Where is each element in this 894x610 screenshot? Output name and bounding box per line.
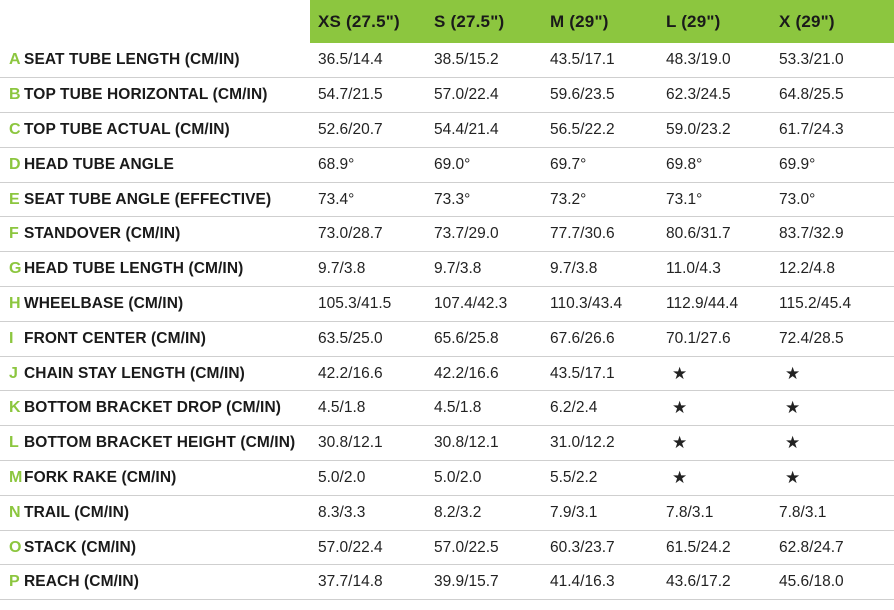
value-cell-l: 62.3/24.5	[658, 78, 771, 113]
value-cell-x: 45.6/18.0	[771, 565, 894, 600]
row-letter: A	[0, 43, 24, 78]
value-cell-x: 72.4/28.5	[771, 321, 894, 356]
value-cell-s: 5.0/2.0	[426, 461, 542, 496]
star-icon: ★	[658, 461, 771, 496]
row-letter: E	[0, 182, 24, 217]
value-cell-s: 54.4/21.4	[426, 113, 542, 148]
table-row	[0, 113, 894, 148]
value-cell-xs: 8.3/3.3	[310, 495, 426, 530]
size-header-l: L (29")	[658, 0, 771, 43]
value-cell-m: 6.2/2.4	[542, 391, 658, 426]
value-cell-m: 69.7°	[542, 147, 658, 182]
header-label-cell	[24, 0, 310, 43]
table-row	[0, 321, 894, 356]
row-label: FORK RAKE (CM/IN)	[24, 461, 310, 496]
row-letter: I	[0, 321, 24, 356]
value-cell-x: 53.3/21.0	[771, 43, 894, 78]
value-cell-m: 60.3/23.7	[542, 530, 658, 565]
value-cell-xs: 37.7/14.8	[310, 565, 426, 600]
row-letter: G	[0, 252, 24, 287]
table-row	[0, 252, 894, 287]
value-cell-s: 30.8/12.1	[426, 426, 542, 461]
value-cell-xs: 57.0/22.4	[310, 530, 426, 565]
row-label: STACK (CM/IN)	[24, 530, 310, 565]
value-cell-xs: 30.8/12.1	[310, 426, 426, 461]
value-cell-s: 57.0/22.4	[426, 78, 542, 113]
value-cell-l: 7.8/3.1	[658, 495, 771, 530]
value-cell-xs: 73.0/28.7	[310, 217, 426, 252]
value-cell-m: 5.5/2.2	[542, 461, 658, 496]
row-label: HEAD TUBE LENGTH (CM/IN)	[24, 252, 310, 287]
value-cell-l: 73.1°	[658, 182, 771, 217]
value-cell-s: 73.3°	[426, 182, 542, 217]
table-row	[0, 565, 894, 600]
table-row	[0, 495, 894, 530]
value-cell-xs: 36.5/14.4	[310, 43, 426, 78]
value-cell-x: 115.2/45.4	[771, 287, 894, 322]
value-cell-s: 8.2/3.2	[426, 495, 542, 530]
value-cell-l: 69.8°	[658, 147, 771, 182]
value-cell-x: 64.8/25.5	[771, 78, 894, 113]
row-label: FRONT CENTER (CM/IN)	[24, 321, 310, 356]
value-cell-xs: 54.7/21.5	[310, 78, 426, 113]
table-row	[0, 391, 894, 426]
table-row	[0, 147, 894, 182]
row-label: BOTTOM BRACKET HEIGHT (CM/IN)	[24, 426, 310, 461]
geometry-table-body	[0, 43, 894, 600]
value-cell-s: 9.7/3.8	[426, 252, 542, 287]
value-cell-s: 69.0°	[426, 147, 542, 182]
value-cell-s: 65.6/25.8	[426, 321, 542, 356]
row-letter: O	[0, 530, 24, 565]
value-cell-xs: 42.2/16.6	[310, 356, 426, 391]
value-cell-m: 73.2°	[542, 182, 658, 217]
value-cell-m: 77.7/30.6	[542, 217, 658, 252]
star-icon: ★	[771, 391, 894, 426]
row-label: STANDOVER (CM/IN)	[24, 217, 310, 252]
value-cell-xs: 5.0/2.0	[310, 461, 426, 496]
row-letter: B	[0, 78, 24, 113]
value-cell-l: 48.3/19.0	[658, 43, 771, 78]
table-row	[0, 356, 894, 391]
value-cell-x: 12.2/4.8	[771, 252, 894, 287]
row-letter: J	[0, 356, 24, 391]
value-cell-l: 59.0/23.2	[658, 113, 771, 148]
value-cell-m: 31.0/12.2	[542, 426, 658, 461]
star-icon: ★	[658, 391, 771, 426]
row-label: TOP TUBE HORIZONTAL (CM/IN)	[24, 78, 310, 113]
value-cell-m: 43.5/17.1	[542, 356, 658, 391]
value-cell-m: 43.5/17.1	[542, 43, 658, 78]
row-label: CHAIN STAY LENGTH (CM/IN)	[24, 356, 310, 391]
star-icon: ★	[771, 461, 894, 496]
value-cell-x: 73.0°	[771, 182, 894, 217]
value-cell-s: 39.9/15.7	[426, 565, 542, 600]
size-header-row	[0, 0, 894, 43]
value-cell-l: 61.5/24.2	[658, 530, 771, 565]
row-letter: N	[0, 495, 24, 530]
size-header-x: X (29")	[771, 0, 894, 43]
row-label: SEAT TUBE LENGTH (CM/IN)	[24, 43, 310, 78]
value-cell-xs: 73.4°	[310, 182, 426, 217]
table-row	[0, 217, 894, 252]
row-letter: C	[0, 113, 24, 148]
table-row	[0, 426, 894, 461]
table-row	[0, 43, 894, 78]
row-letter: H	[0, 287, 24, 322]
value-cell-l: 80.6/31.7	[658, 217, 771, 252]
value-cell-s: 57.0/22.5	[426, 530, 542, 565]
row-letter: K	[0, 391, 24, 426]
value-cell-xs: 105.3/41.5	[310, 287, 426, 322]
row-letter: L	[0, 426, 24, 461]
size-header-s: S (27.5")	[426, 0, 542, 43]
value-cell-x: 7.8/3.1	[771, 495, 894, 530]
value-cell-x: 61.7/24.3	[771, 113, 894, 148]
row-label: TOP TUBE ACTUAL (CM/IN)	[24, 113, 310, 148]
value-cell-m: 67.6/26.6	[542, 321, 658, 356]
value-cell-x: 69.9°	[771, 147, 894, 182]
table-row	[0, 78, 894, 113]
table-row	[0, 530, 894, 565]
value-cell-s: 42.2/16.6	[426, 356, 542, 391]
row-label: REACH (CM/IN)	[24, 565, 310, 600]
value-cell-xs: 4.5/1.8	[310, 391, 426, 426]
value-cell-x: 83.7/32.9	[771, 217, 894, 252]
size-header-xs: XS (27.5")	[310, 0, 426, 43]
value-cell-x: 62.8/24.7	[771, 530, 894, 565]
value-cell-m: 41.4/16.3	[542, 565, 658, 600]
value-cell-l: 11.0/4.3	[658, 252, 771, 287]
size-header-m: M (29")	[542, 0, 658, 43]
value-cell-l: 112.9/44.4	[658, 287, 771, 322]
row-letter: D	[0, 147, 24, 182]
row-label: HEAD TUBE ANGLE	[24, 147, 310, 182]
row-letter: F	[0, 217, 24, 252]
value-cell-m: 7.9/3.1	[542, 495, 658, 530]
table-row	[0, 182, 894, 217]
value-cell-s: 4.5/1.8	[426, 391, 542, 426]
value-cell-xs: 68.9°	[310, 147, 426, 182]
star-icon: ★	[658, 356, 771, 391]
value-cell-m: 110.3/43.4	[542, 287, 658, 322]
value-cell-s: 107.4/42.3	[426, 287, 542, 322]
value-cell-m: 9.7/3.8	[542, 252, 658, 287]
row-letter: M	[0, 461, 24, 496]
row-label: BOTTOM BRACKET DROP (CM/IN)	[24, 391, 310, 426]
value-cell-m: 59.6/23.5	[542, 78, 658, 113]
value-cell-l: 70.1/27.6	[658, 321, 771, 356]
value-cell-l: 43.6/17.2	[658, 565, 771, 600]
header-blank-cell	[0, 0, 24, 43]
row-label: SEAT TUBE ANGLE (EFFECTIVE)	[24, 182, 310, 217]
value-cell-m: 56.5/22.2	[542, 113, 658, 148]
star-icon: ★	[771, 356, 894, 391]
value-cell-s: 73.7/29.0	[426, 217, 542, 252]
star-icon: ★	[658, 426, 771, 461]
value-cell-s: 38.5/15.2	[426, 43, 542, 78]
value-cell-xs: 52.6/20.7	[310, 113, 426, 148]
star-icon: ★	[771, 426, 894, 461]
value-cell-xs: 9.7/3.8	[310, 252, 426, 287]
row-letter: P	[0, 565, 24, 600]
table-row	[0, 461, 894, 496]
table-row	[0, 287, 894, 322]
row-label: TRAIL (CM/IN)	[24, 495, 310, 530]
value-cell-xs: 63.5/25.0	[310, 321, 426, 356]
row-label: WHEELBASE (CM/IN)	[24, 287, 310, 322]
